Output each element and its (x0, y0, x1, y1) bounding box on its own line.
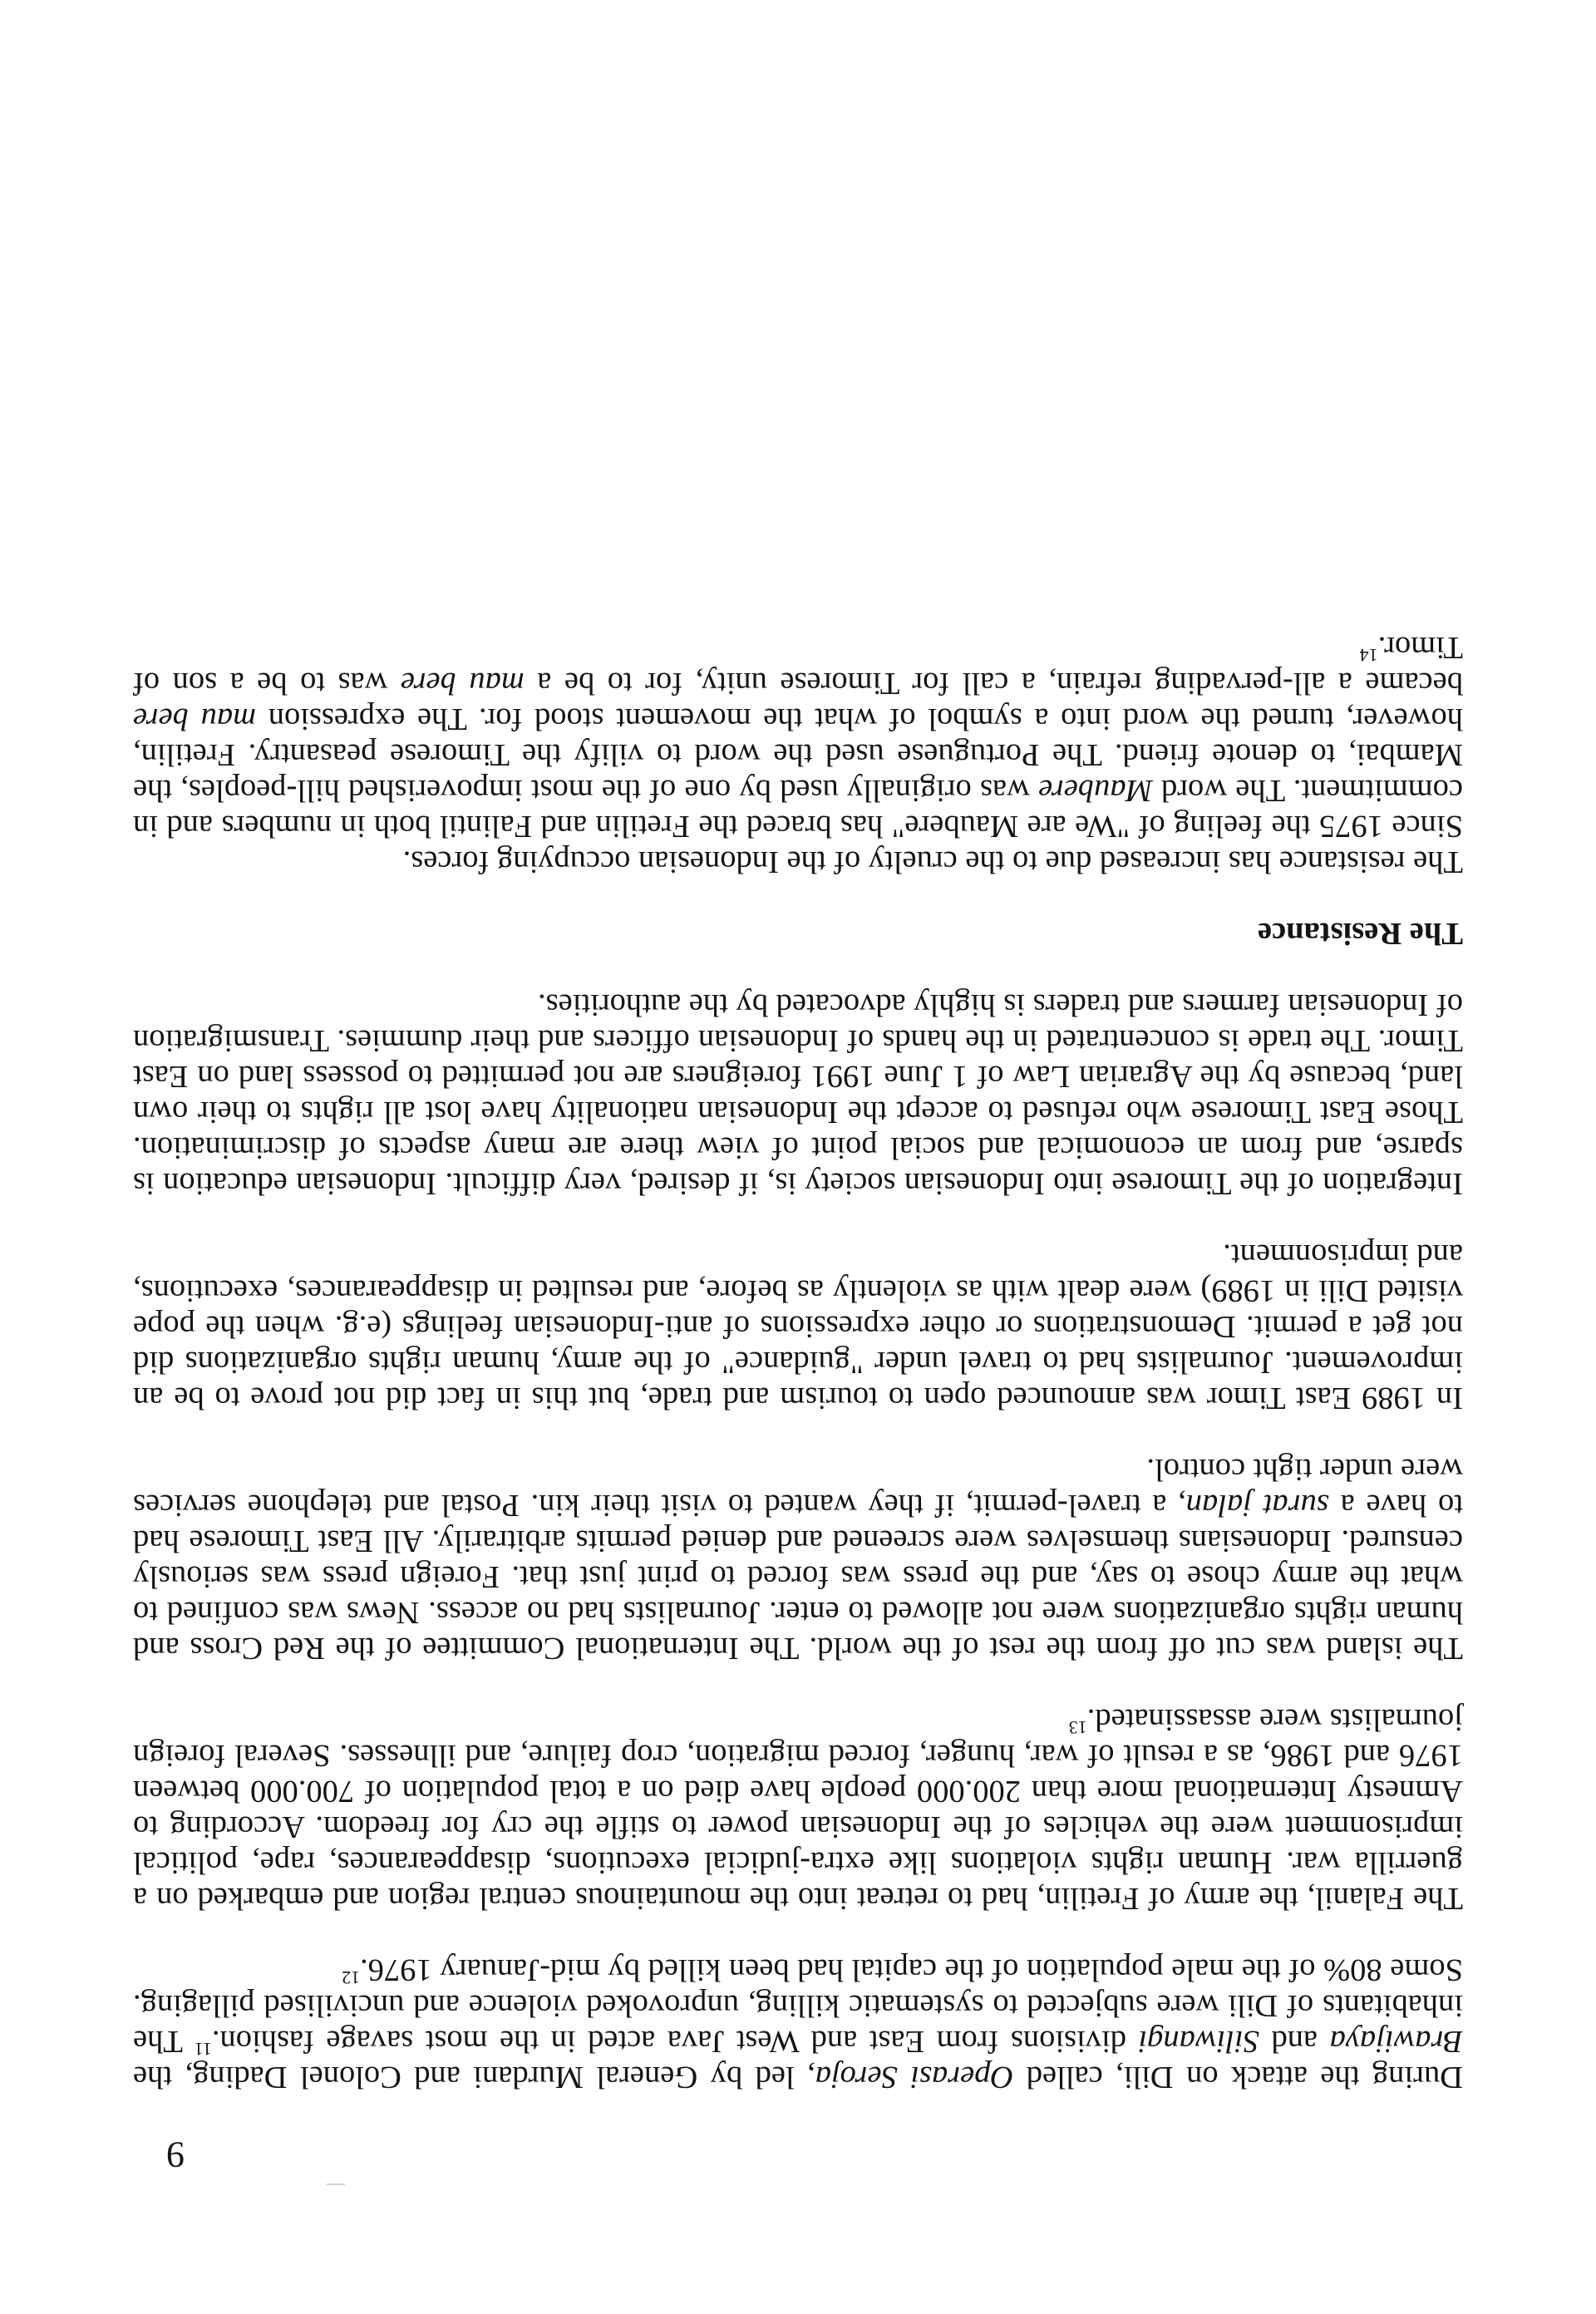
footnote-ref: 13 (1068, 1716, 1087, 1738)
italic-term: surat jalan (1185, 1488, 1329, 1523)
footnote-ref: 12 (342, 1967, 361, 1988)
text-run: The resistance has increased due to the cruelty of the Indonesian occupying forces. (402, 844, 1463, 879)
paragraph-opening-1989 (133, 1237, 1463, 1415)
text-run: The Falanil, the army of Fretilin, had to retreat into the mountainous central region and embarked on a guerrilla war. Human rights violations like extra-judicial executions, disappearances, rape, political imprisonment were the vehicles of the Indonesian power to stifle the cry for freedom. According to Amnesty International more than 200.000 people have died on a total population of 700.000 between 1976 and 1986, as a result of war, hunger, forced migration, crop failure, and illnesses. Several foreign journalists were assassinated. (133, 1702, 1463, 1916)
page-content (133, 593, 1463, 2173)
text-run: , led by General Murdani and Colonel Dading, the (133, 2060, 815, 2095)
text-run: Since 1975 the feeling of "We are Maubere" has braced the Fretilin and Falintil both in numbers and in commitment. The word (133, 773, 1463, 844)
text-run: The inhabitants of Dili were subjected to systematic killing, unprovoked violence and uncivilised pillaging. Some 80% of the male population of the capital had been killed by mid-January 1976. (133, 1952, 1463, 2059)
text-run: During the attack on Dili, called (1013, 2060, 1463, 2095)
text-run: was to be a son of Timor. (133, 630, 1463, 701)
paragraph-integration (133, 987, 1463, 1201)
scan-mark (327, 2184, 345, 2185)
section-heading: The Resistance (1257, 916, 1463, 951)
text-run: and (1259, 2024, 1330, 2059)
footnote-ref: 11 (194, 2038, 212, 2060)
page-number: 9 (166, 2134, 185, 2175)
paragraph-resistance-intro (133, 844, 1463, 879)
paragraph-island-isolation (133, 1451, 1463, 1666)
footnote-ref: 14 (1359, 644, 1378, 666)
italic-term: mau bere (133, 702, 256, 736)
italic-term: mau bere (400, 666, 525, 701)
italic-term: Brawijaya (1329, 2024, 1463, 2059)
paragraph-attack-on-dili (133, 1952, 1463, 2095)
text-run: , a travel-permit, if they wanted to visit their kin. Postal and telephone services were under tight control. (133, 1452, 1463, 1523)
text-run: In 1989 East Timor was announced open to tourism and trade, but this in fact did not prove to be an improvement. Journalists had to travel under "guidance" of the army, human rights organizations did not get a permit. Demonstrations or other expressions of anti-Indonesian feelings (e.g. when the pope visited Dili in 1989) were dealt with as violently as before, and resulted in disappearances, executions, and imprisonment. (133, 1238, 1463, 1415)
text-run: was originally used by one of the most impoverished hill-peoples, the Mambai, to denote friend. The Portuguese used the word to vilify the Timorese peasantry. Fretilin, however, turned the word into a symbol of what the movement stood for. The expression (133, 702, 1463, 808)
italic-term: Operasi Seroja (815, 2060, 1014, 2095)
text-run: became a all-pervading refrain, a call for Timorese unity, for to be a (524, 666, 1463, 701)
text-run: divisions from East and West Java acted in the most savage fashion. (211, 2024, 1139, 2059)
paragraph-maubere (133, 629, 1463, 844)
paragraph-guerrilla-war (133, 1701, 1463, 1916)
text-run: Integration of the Timorese into Indonesian society is, if desired, very difficult. Indonesian education is sparse, and from an economical and social point of view there are many aspects of discrimination. Those East Timorese who refused to accept the Indonesian nationality have lost all rights to their own land, because by the Agrarian Law of 1 June 1991 foreigners are not permitted to possess land on East Timor. The trade is concentrated in the hands of Indonesian officers and their dummies. Transmigration of Indonesian farmers and traders is highly advocated by the authorities. (133, 987, 1463, 1201)
italic-term: Siliwangi (1138, 2024, 1259, 2059)
text-run: The island was cut off from the rest of the world. The International Committee of the Red Cross and human rights organizations were not allowed to enter. Journalists had no access. News was confined to what the army chose to say, and the press was forced to print just that. Foreign press was seriously censured. Indonesians themselves were screened and denied permits arbitrarily. All East Timorese had to have a (133, 1488, 1463, 1666)
italic-term: Maubere (1038, 773, 1153, 808)
